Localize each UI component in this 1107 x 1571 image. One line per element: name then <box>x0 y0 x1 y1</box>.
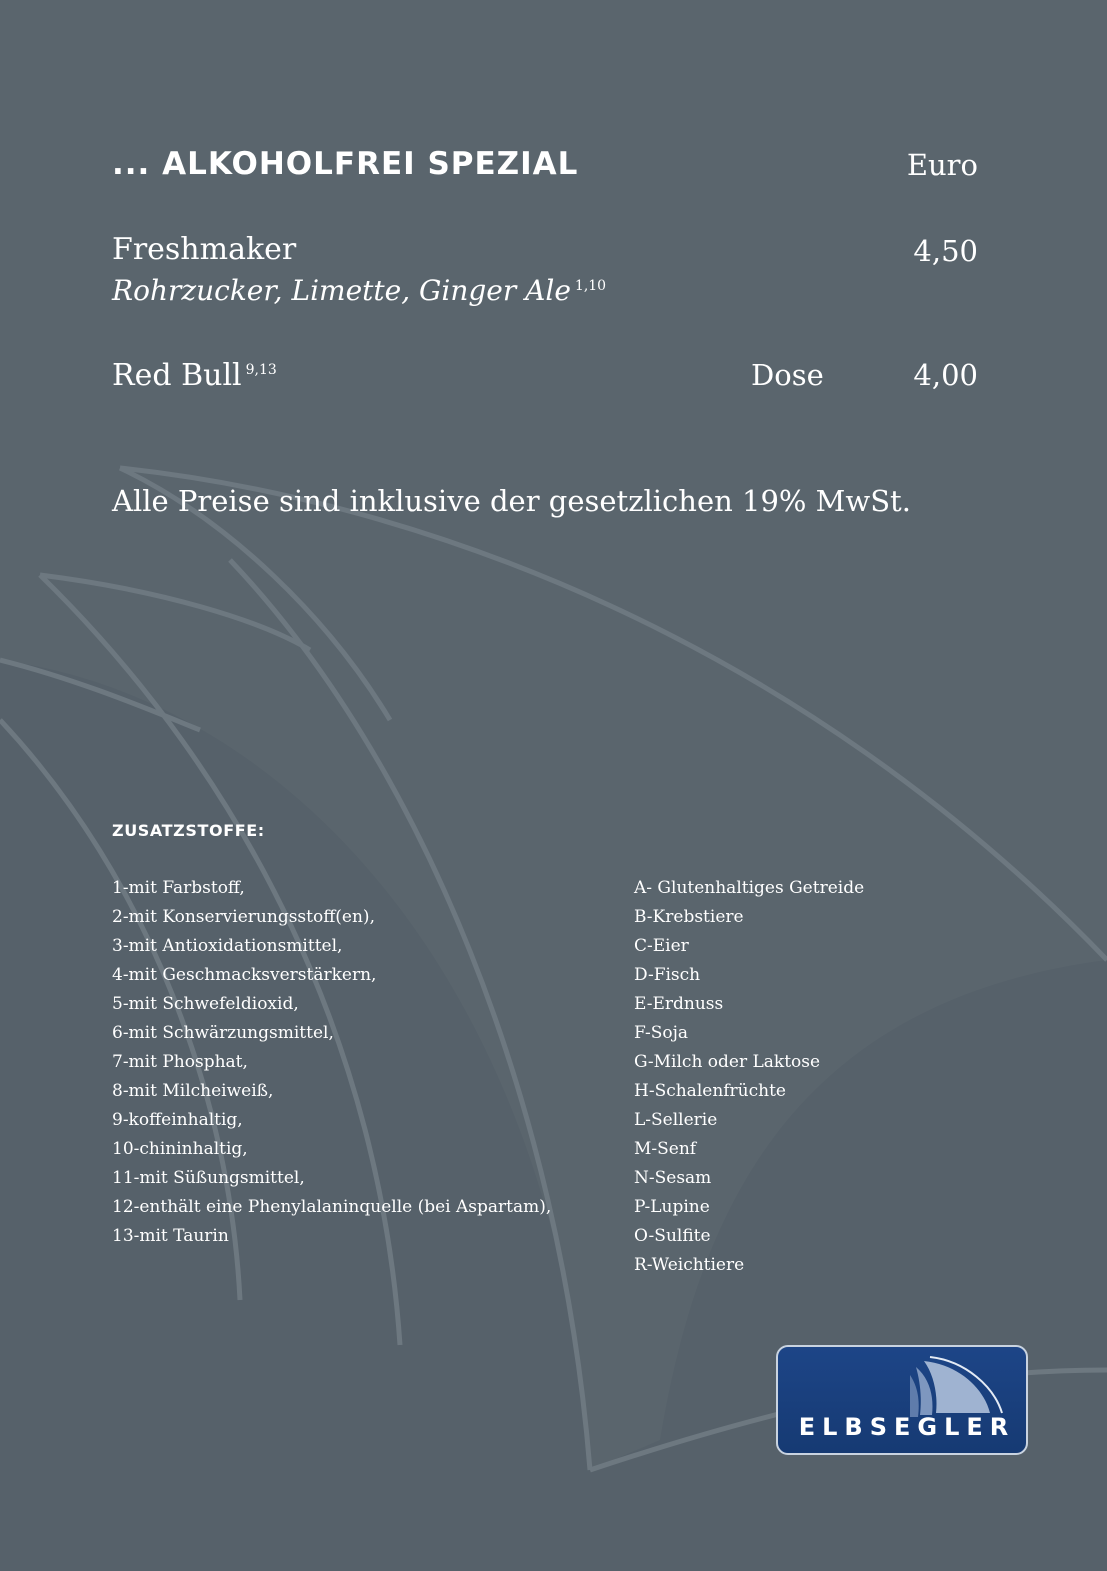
list-item: 11-mit Süßungsmittel, <box>112 1168 305 1188</box>
list-item: 1-mit Farbstoff, <box>112 878 245 898</box>
sail-icon <box>910 1353 1010 1419</box>
item-description-text: Rohrzucker, Limette, Ginger Ale <box>112 274 571 307</box>
list-item: R-Weichtiere <box>634 1255 745 1275</box>
list-item: 5-mit Schwefeldioxid, <box>112 994 299 1014</box>
vat-note: Alle Preise sind inklusive der gesetzlichen 19% MwSt. <box>112 484 911 518</box>
list-item: 4-mit Geschmacksverstärkern, <box>112 965 377 985</box>
price-freshmaker: 4,50 <box>913 234 978 268</box>
additives-heading: ZUSATZSTOFFE: <box>112 821 265 840</box>
list-item: 9-koffeinhaltig, <box>112 1110 243 1130</box>
allergen-superscript: 1,10 <box>574 277 607 294</box>
elbsegler-logo <box>776 1345 1028 1455</box>
list-item: 3-mit Antioxidationsmittel, <box>112 936 343 956</box>
item-name-red-bull-row <box>112 358 277 393</box>
unit-red-bull: Dose <box>751 358 824 392</box>
list-item: H-Schalenfrüchte <box>634 1081 786 1101</box>
list-item: 10-chininhaltig, <box>112 1139 248 1159</box>
additive-superscript: 9,13 <box>245 362 277 378</box>
list-item: P-Lupine <box>634 1197 710 1217</box>
allergens-list <box>634 874 864 1280</box>
currency-label: Euro <box>906 148 978 182</box>
list-item: F-Soja <box>634 1023 689 1043</box>
list-item: E-Erdnuss <box>634 994 724 1014</box>
list-item: 13-mit Taurin <box>112 1226 229 1246</box>
item-name-red-bull: Red Bull <box>112 358 242 393</box>
list-item: 6-mit Schwärzungsmittel, <box>112 1023 334 1043</box>
item-description-freshmaker <box>112 274 606 307</box>
section-title: ... ALKOHOLFREI SPEZIAL <box>112 146 579 182</box>
list-item: B-Krebstiere <box>634 907 744 927</box>
price-red-bull: 4,00 <box>913 358 978 392</box>
list-item: D-Fisch <box>634 965 701 985</box>
list-item: O-Sulfite <box>634 1226 711 1246</box>
list-item: N-Sesam <box>634 1168 712 1188</box>
list-item: G-Milch oder Laktose <box>634 1052 821 1072</box>
list-item: A- Glutenhaltiges Getreide <box>634 878 865 898</box>
additives-list <box>112 874 551 1251</box>
list-item: L-Sellerie <box>634 1110 718 1130</box>
list-item: M-Senf <box>634 1139 697 1159</box>
logo-text: ELBSEGLER <box>798 1413 1016 1441</box>
list-item: 7-mit Phosphat, <box>112 1052 248 1072</box>
list-item: 2-mit Konservierungsstoff(en), <box>112 907 375 927</box>
list-item: 12-enthält eine Phenylalaninquelle (bei Aspartam), <box>112 1197 552 1217</box>
list-item: C-Eier <box>634 936 689 956</box>
list-item: 8-mit Milcheiweiß, <box>112 1081 274 1101</box>
item-name-freshmaker: Freshmaker <box>112 232 297 267</box>
